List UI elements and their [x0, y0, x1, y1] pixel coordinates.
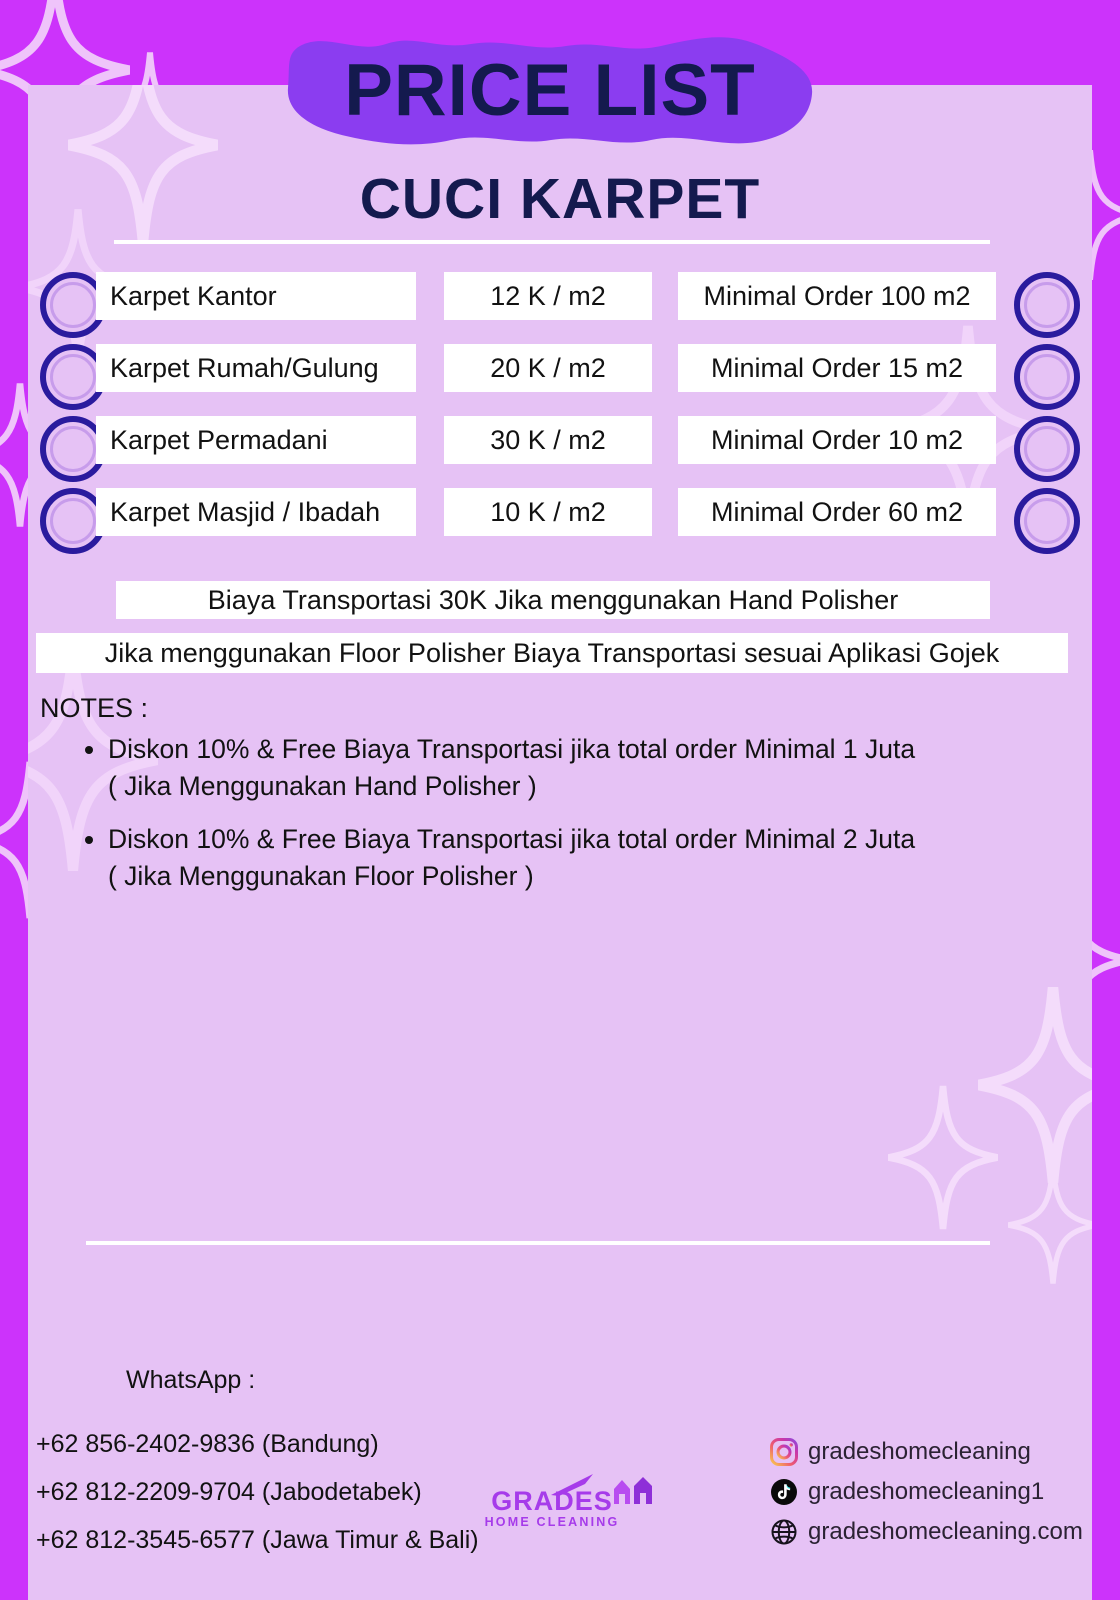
- notes-heading: NOTES :: [40, 693, 149, 723]
- phone-number[interactable]: +62 856-2402-9836 (Bandung): [36, 1430, 379, 1458]
- carpet-price-cell: 30 K / m2: [444, 416, 652, 464]
- title-badge: [286, 32, 814, 148]
- logo-wordmark-wrap: [491, 1487, 613, 1515]
- note-line-2: ( Jika Menggunakan Hand Polisher ): [108, 771, 537, 801]
- list-item: [108, 731, 1088, 805]
- transport-fee-floor-polisher: Jika menggunakan Floor Polisher Biaya Transportasi sesuai Aplikasi Gojek: [36, 633, 1068, 673]
- table-row: [0, 488, 1120, 560]
- tiktok-icon: [770, 1478, 798, 1506]
- carpet-minimum-cell: Minimal Order 60 m2: [678, 488, 996, 536]
- note-line-1: Diskon 10% & Free Biaya Transportasi jika total order Minimal 2 Juta: [108, 824, 916, 854]
- phone-number[interactable]: +62 812-2209-9704 (Jabodetabek): [36, 1478, 422, 1506]
- divider-bottom: [86, 1241, 990, 1245]
- carpet-price-cell: 10 K / m2: [444, 488, 652, 536]
- carpet-type-cell: Karpet Rumah/Gulung: [96, 344, 416, 392]
- sparkle-icon: [978, 985, 1092, 1185]
- note-line-2: ( Jika Menggunakan Floor Polisher ): [108, 861, 534, 891]
- brand-logo: [462, 1487, 642, 1529]
- social-links: [770, 1438, 1083, 1558]
- page-subtitle: CUCI KARPET: [359, 167, 761, 231]
- page-title: PRICE LIST: [344, 49, 756, 131]
- phone-number[interactable]: +62 812-3545-6577 (Jawa Timur & Bali): [36, 1526, 479, 1554]
- carpet-minimum-cell: Minimal Order 15 m2: [678, 344, 996, 392]
- logo-wordmark: GRADES: [491, 1486, 613, 1516]
- table-row: [0, 344, 1120, 416]
- sparkle-icon: [1008, 1165, 1092, 1285]
- notes-list: [74, 731, 1088, 911]
- house-pair-icon: [611, 1475, 655, 1505]
- table-row: [0, 272, 1120, 344]
- row-bullet-right-icon: [1014, 344, 1080, 410]
- phone-list: [36, 1430, 479, 1574]
- row-bullet-right-icon: [1014, 272, 1080, 338]
- whatsapp-label: WhatsApp :: [126, 1366, 256, 1394]
- carpet-type-cell: Karpet Masjid / Ibadah: [96, 488, 416, 536]
- list-item: [108, 821, 1088, 895]
- carpet-type-cell: Karpet Kantor: [96, 272, 416, 320]
- carpet-type-cell: Karpet Permadani: [96, 416, 416, 464]
- carpet-price-cell: 12 K / m2: [444, 272, 652, 320]
- tiktok-handle: gradeshomecleaning1: [808, 1478, 1045, 1505]
- social-website[interactable]: [770, 1518, 1083, 1546]
- carpet-minimum-cell: Minimal Order 100 m2: [678, 272, 996, 320]
- carpet-price-cell: 20 K / m2: [444, 344, 652, 392]
- social-tiktok[interactable]: [770, 1478, 1083, 1506]
- website-handle: gradeshomecleaning.com: [808, 1518, 1083, 1545]
- swoosh-icon: [549, 1474, 595, 1496]
- transport-fee-hand-polisher: Biaya Transportasi 30K Jika menggunakan Hand Polisher: [116, 581, 990, 619]
- table-row: [0, 416, 1120, 488]
- row-bullet-right-icon: [1014, 416, 1080, 482]
- note-line-1: Diskon 10% & Free Biaya Transportasi jika total order Minimal 1 Juta: [108, 734, 916, 764]
- price-table: [0, 272, 1120, 560]
- logo-tagline: HOME CLEANING: [484, 1515, 620, 1529]
- divider-top: [114, 240, 990, 244]
- globe-icon: [770, 1518, 798, 1546]
- instagram-icon: [770, 1438, 798, 1466]
- social-instagram[interactable]: [770, 1438, 1083, 1466]
- sparkle-icon: [888, 1085, 998, 1230]
- row-bullet-right-icon: [1014, 488, 1080, 554]
- carpet-minimum-cell: Minimal Order 10 m2: [678, 416, 996, 464]
- instagram-handle: gradeshomecleaning: [808, 1438, 1031, 1465]
